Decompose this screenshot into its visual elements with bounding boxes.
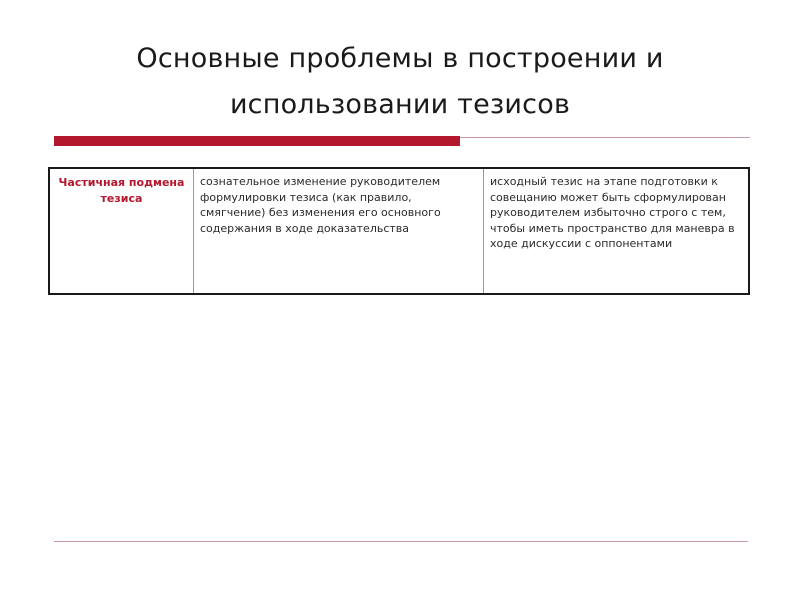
table-cell-term: Частичная подмена тезиса xyxy=(50,169,194,293)
slide-title xyxy=(70,36,730,128)
title-underline-accent xyxy=(54,136,460,146)
slide-title-line-1: Основные проблемы в построении и xyxy=(136,43,664,74)
slide-title-line-2: использовании тезисов xyxy=(229,89,571,120)
footer-divider xyxy=(54,541,748,542)
table-cell-example: исходный тезис на этапе подготовки к совещанию может быть сформулирован руководителем избыточно строго с тем, чтобы иметь пространство для маневра в ходе дискуссии с оппонентами xyxy=(490,175,735,250)
problems-table xyxy=(48,167,750,295)
table-cell-definition: сознательное изменение руководителем формулировки тезиса (как правило, смягчение) без изменения его основного содержания в ходе доказательства xyxy=(194,169,484,293)
title-underline-thin xyxy=(460,137,750,138)
